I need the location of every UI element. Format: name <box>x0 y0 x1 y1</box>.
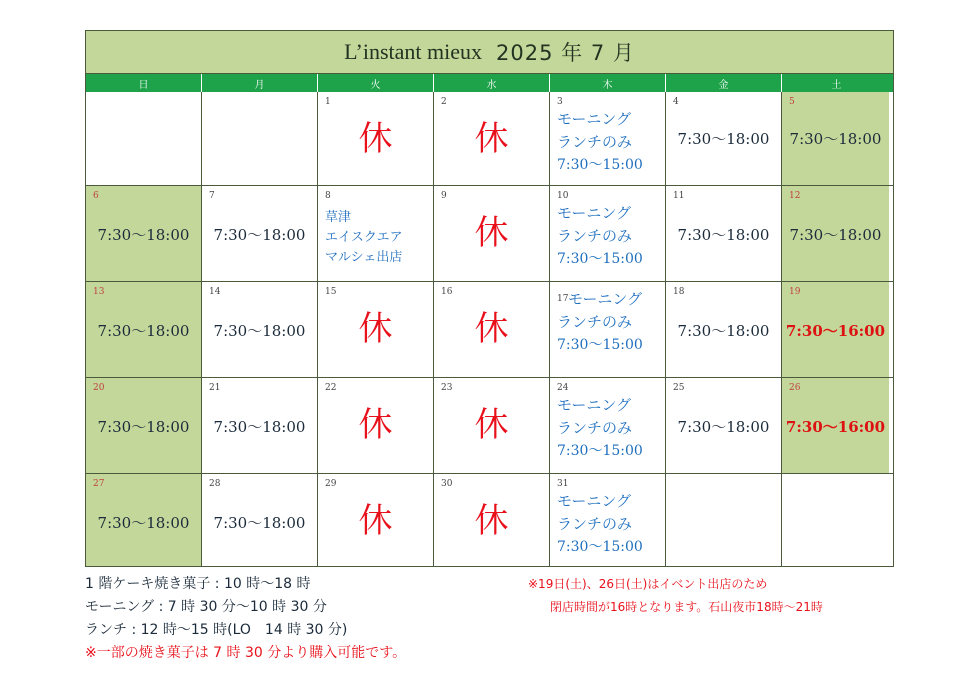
morning-lunch-block <box>557 202 643 271</box>
year-month: 2025 年 7 月 <box>496 41 635 65</box>
day-number: 22 <box>325 383 337 393</box>
day-number: 9 <box>441 191 447 201</box>
calendar-title <box>86 31 893 74</box>
day-number: 10 <box>557 191 569 201</box>
day-number: 21 <box>209 383 221 393</box>
closed-mark: 休 <box>474 309 509 349</box>
day-cell <box>434 186 550 281</box>
day-number: 19 <box>789 287 801 297</box>
week-row <box>86 185 893 281</box>
weekday-sun: 日 <box>86 74 202 92</box>
day-cell <box>782 186 889 281</box>
day-number: 4 <box>673 97 679 107</box>
business-hours: 7:30〜18:00 <box>789 226 882 244</box>
week-row <box>86 92 893 185</box>
day-cell <box>666 378 782 473</box>
day-cell <box>202 186 318 281</box>
empty-cell <box>782 474 889 566</box>
business-hours: 7:30〜18:00 <box>677 418 770 436</box>
note-lunch-hours: ランチ : 12 時〜15 時(LO 14 時 30 分) <box>85 622 348 638</box>
morning-label: モーニング <box>557 396 632 414</box>
morning-label: モーニング <box>557 110 632 128</box>
day-cell <box>782 92 889 185</box>
brand-name: L’instant mieux <box>344 39 483 64</box>
event-notice <box>528 573 823 619</box>
business-hours: 7:30〜18:00 <box>789 130 882 148</box>
day-cell <box>666 92 782 185</box>
note-cake-hours: 1 階ケーキ焼き菓子 : 10 時〜18 時 <box>85 576 311 592</box>
hours-notes <box>85 573 406 665</box>
day-number: 25 <box>673 383 685 393</box>
day-cell <box>318 282 434 377</box>
closed-mark: 休 <box>358 501 393 541</box>
empty-cell <box>202 92 318 185</box>
day-cell <box>434 474 550 566</box>
day-cell <box>318 92 434 185</box>
day-cell <box>318 378 434 473</box>
day-cell <box>782 282 889 377</box>
morning-label: モーニング <box>557 204 632 222</box>
day-cell <box>666 186 782 281</box>
weekday-mon: 月 <box>202 74 318 92</box>
morning-label: モーニング <box>568 290 643 308</box>
business-hours: 7:30〜18:00 <box>677 226 770 244</box>
day-number: 27 <box>93 479 105 489</box>
day-number: 23 <box>441 383 453 393</box>
day-number: 13 <box>93 287 105 297</box>
day-cell <box>434 378 550 473</box>
morning-lunch-block <box>557 108 643 177</box>
lunch-only-label: ランチのみ <box>557 227 633 245</box>
calendar <box>85 30 894 567</box>
day-number: 31 <box>557 479 569 489</box>
day-number: 18 <box>673 287 685 297</box>
day-number: 12 <box>789 191 801 201</box>
business-hours: 7:30〜18:00 <box>97 514 190 532</box>
lunch-only-label: ランチのみ <box>557 133 633 151</box>
business-hours: 7:30〜18:00 <box>97 226 190 244</box>
event-notice-line1: ※19日(土)、26日(土)はイベント出店のため <box>528 577 768 591</box>
morning-hours: 7:30〜15:00 <box>557 157 643 173</box>
event-venue: エイスクエア <box>325 230 403 245</box>
business-hours: 7:30〜18:00 <box>677 322 770 340</box>
empty-cell <box>86 92 202 185</box>
day-number: 14 <box>209 287 221 297</box>
event-business-hours: 7:30〜16:00 <box>785 418 886 436</box>
day-number: 15 <box>325 287 337 297</box>
morning-hours: 7:30〜15:00 <box>557 337 643 353</box>
day-cell <box>202 378 318 473</box>
day-cell <box>550 92 666 185</box>
business-hours: 7:30〜18:00 <box>677 130 770 148</box>
day-number: 28 <box>209 479 221 489</box>
morning-hours: 7:30〜15:00 <box>557 443 643 459</box>
event-business-hours: 7:30〜16:00 <box>785 322 886 340</box>
day-number: 24 <box>557 383 569 393</box>
weekday-fri: 金 <box>666 74 782 92</box>
day-number: 20 <box>93 383 105 393</box>
event-notice-line2: 閉店時間が16時となります。石山夜市18時〜21時 <box>550 600 823 614</box>
day-cell <box>550 282 666 377</box>
business-hours: 7:30〜18:00 <box>97 322 190 340</box>
day-number: 6 <box>93 191 99 201</box>
closed-mark: 休 <box>474 119 509 159</box>
day-cell <box>434 282 550 377</box>
day-number: 1 <box>325 97 331 107</box>
event-location: 草津 <box>325 210 352 225</box>
closed-mark: 休 <box>358 309 393 349</box>
weekday-tue: 火 <box>318 74 434 92</box>
day-cell <box>86 474 202 566</box>
day-cell <box>318 474 434 566</box>
morning-lunch-block <box>557 394 643 463</box>
business-hours: 7:30〜18:00 <box>213 322 306 340</box>
day-number: 3 <box>557 97 563 107</box>
day-cell <box>550 474 666 566</box>
weekday-wed: 水 <box>434 74 550 92</box>
closed-mark: 休 <box>358 405 393 445</box>
week-row <box>86 377 893 473</box>
day-number: 26 <box>789 383 801 393</box>
note-baked-goods: ※一部の焼き菓子は 7 時 30 分より購入可能です。 <box>85 645 407 661</box>
weekday-header <box>86 74 893 92</box>
marche-event-block <box>325 208 403 268</box>
morning-hours: 7:30〜15:00 <box>557 539 643 555</box>
day-number: 2 <box>441 97 447 107</box>
morning-hours: 7:30〜15:00 <box>557 251 643 267</box>
day-cell <box>550 378 666 473</box>
business-hours: 7:30〜18:00 <box>213 226 306 244</box>
closed-mark: 休 <box>474 213 509 253</box>
morning-lunch-block <box>557 311 643 357</box>
day-cell <box>86 186 202 281</box>
empty-cell <box>666 474 782 566</box>
lunch-only-label: ランチのみ <box>557 313 633 331</box>
lunch-only-label: ランチのみ <box>557 515 633 533</box>
week-row <box>86 473 893 566</box>
day-cell <box>202 474 318 566</box>
day-number: 16 <box>441 287 453 297</box>
weekday-sat: 土 <box>831 79 842 91</box>
day-number: 8 <box>325 191 331 201</box>
business-hours: 7:30〜18:00 <box>213 514 306 532</box>
closed-mark: 休 <box>474 501 509 541</box>
day-cell <box>86 378 202 473</box>
day-number: 30 <box>441 479 453 489</box>
day-cell <box>434 92 550 185</box>
event-description: マルシェ出店 <box>325 250 403 265</box>
lunch-only-label: ランチのみ <box>557 419 633 437</box>
day-cell <box>666 282 782 377</box>
day-cell <box>782 378 889 473</box>
day-number: 11 <box>673 191 685 201</box>
morning-lunch-block <box>568 288 642 311</box>
day-cell <box>202 282 318 377</box>
business-hours: 7:30〜18:00 <box>213 418 306 436</box>
closed-mark: 休 <box>358 119 393 159</box>
day-number: 17 <box>557 294 569 304</box>
morning-lunch-block <box>557 490 643 559</box>
closed-mark: 休 <box>474 405 509 445</box>
day-cell <box>318 186 434 281</box>
day-cell <box>86 282 202 377</box>
weekday-thu: 木 <box>550 74 666 92</box>
note-morning-hours: モーニング : 7 時 30 分〜10 時 30 分 <box>85 599 327 615</box>
week-row <box>86 281 893 377</box>
morning-label: モーニング <box>557 492 632 510</box>
business-hours: 7:30〜18:00 <box>97 418 190 436</box>
day-number: 5 <box>789 97 795 107</box>
day-number: 7 <box>209 191 215 201</box>
day-cell <box>550 186 666 281</box>
day-number: 29 <box>325 479 337 489</box>
